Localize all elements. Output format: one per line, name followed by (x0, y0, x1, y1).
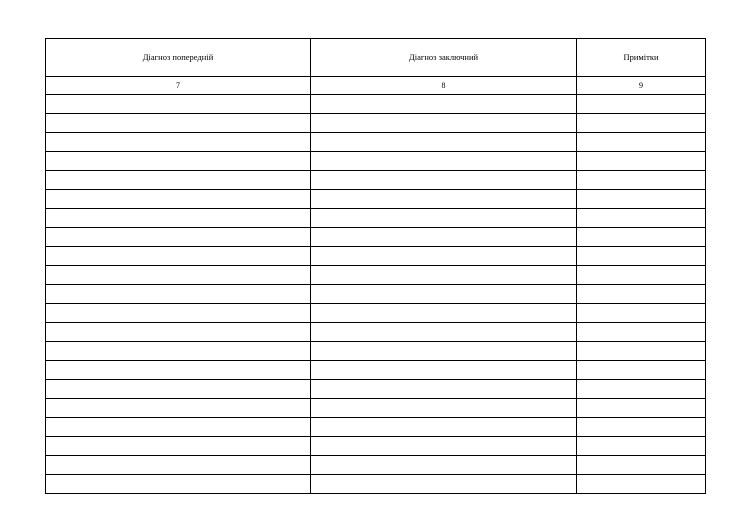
header-preliminary-diagnosis: Діагноз попередній (46, 39, 311, 77)
cell-final-diagnosis (311, 399, 577, 418)
table-row (46, 323, 706, 342)
table-row (46, 380, 706, 399)
cell-preliminary-diagnosis (46, 437, 311, 456)
cell-final-diagnosis (311, 133, 577, 152)
cell-notes (577, 247, 706, 266)
header-notes: Примітки (577, 39, 706, 77)
cell-preliminary-diagnosis (46, 399, 311, 418)
table-row (46, 247, 706, 266)
cell-final-diagnosis (311, 323, 577, 342)
column-number-8: 8 (311, 77, 577, 95)
cell-preliminary-diagnosis (46, 380, 311, 399)
cell-preliminary-diagnosis (46, 304, 311, 323)
table-row (46, 361, 706, 380)
table-row (46, 285, 706, 304)
cell-final-diagnosis (311, 304, 577, 323)
cell-final-diagnosis (311, 285, 577, 304)
cell-final-diagnosis (311, 247, 577, 266)
cell-notes (577, 152, 706, 171)
cell-preliminary-diagnosis (46, 133, 311, 152)
cell-preliminary-diagnosis (46, 209, 311, 228)
table-row (46, 304, 706, 323)
cell-notes (577, 323, 706, 342)
cell-final-diagnosis (311, 266, 577, 285)
column-number-9: 9 (577, 77, 706, 95)
cell-notes (577, 266, 706, 285)
cell-final-diagnosis (311, 152, 577, 171)
column-number-row (46, 77, 706, 95)
cell-notes (577, 114, 706, 133)
cell-preliminary-diagnosis (46, 190, 311, 209)
cell-final-diagnosis (311, 361, 577, 380)
cell-notes (577, 399, 706, 418)
table-row (46, 266, 706, 285)
cell-final-diagnosis (311, 228, 577, 247)
cell-preliminary-diagnosis (46, 228, 311, 247)
cell-preliminary-diagnosis (46, 418, 311, 437)
table-row (46, 342, 706, 361)
cell-notes (577, 171, 706, 190)
cell-notes (577, 95, 706, 114)
cell-preliminary-diagnosis (46, 342, 311, 361)
table-row (46, 228, 706, 247)
cell-final-diagnosis (311, 380, 577, 399)
table-row (46, 437, 706, 456)
cell-preliminary-diagnosis (46, 285, 311, 304)
cell-final-diagnosis (311, 475, 577, 494)
cell-final-diagnosis (311, 95, 577, 114)
cell-notes (577, 437, 706, 456)
table-row (46, 152, 706, 171)
cell-preliminary-diagnosis (46, 361, 311, 380)
cell-notes (577, 285, 706, 304)
cell-preliminary-diagnosis (46, 475, 311, 494)
table-row (46, 133, 706, 152)
header-final-diagnosis: Діагноз заключний (311, 39, 577, 77)
diagnosis-table (45, 38, 706, 494)
cell-notes (577, 133, 706, 152)
cell-notes (577, 361, 706, 380)
cell-preliminary-diagnosis (46, 323, 311, 342)
table-row (46, 114, 706, 133)
cell-preliminary-diagnosis (46, 152, 311, 171)
cell-final-diagnosis (311, 456, 577, 475)
cell-notes (577, 190, 706, 209)
cell-notes (577, 380, 706, 399)
cell-final-diagnosis (311, 418, 577, 437)
cell-preliminary-diagnosis (46, 95, 311, 114)
cell-preliminary-diagnosis (46, 171, 311, 190)
cell-notes (577, 342, 706, 361)
table-header-row (46, 39, 706, 77)
cell-notes (577, 304, 706, 323)
cell-final-diagnosis (311, 342, 577, 361)
table-row (46, 418, 706, 437)
cell-notes (577, 456, 706, 475)
cell-notes (577, 209, 706, 228)
table-row (46, 209, 706, 228)
cell-preliminary-diagnosis (46, 114, 311, 133)
cell-notes (577, 475, 706, 494)
table-row (46, 475, 706, 494)
cell-notes (577, 228, 706, 247)
cell-preliminary-diagnosis (46, 247, 311, 266)
table-body (46, 95, 706, 494)
cell-final-diagnosis (311, 190, 577, 209)
cell-notes (577, 418, 706, 437)
table-row (46, 95, 706, 114)
cell-final-diagnosis (311, 114, 577, 133)
cell-final-diagnosis (311, 437, 577, 456)
table-row (46, 399, 706, 418)
table-row (46, 456, 706, 475)
cell-preliminary-diagnosis (46, 456, 311, 475)
cell-final-diagnosis (311, 171, 577, 190)
table-row (46, 171, 706, 190)
table-row (46, 190, 706, 209)
column-number-7: 7 (46, 77, 311, 95)
cell-preliminary-diagnosis (46, 266, 311, 285)
cell-final-diagnosis (311, 209, 577, 228)
